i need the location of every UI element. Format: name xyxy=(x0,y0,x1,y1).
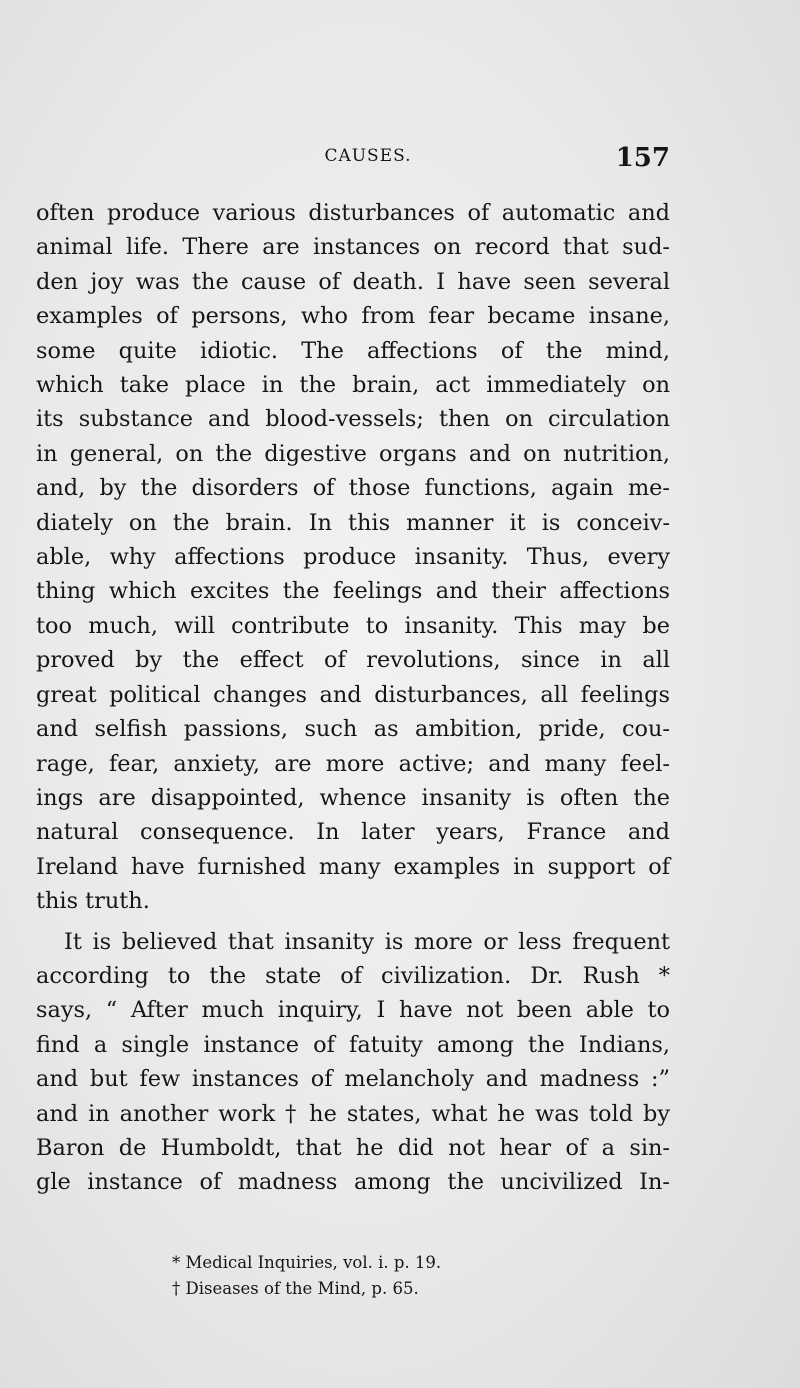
running-head xyxy=(36,143,670,180)
text-line: ings are disappointed, whence insanity is often the xyxy=(36,784,670,811)
text-line: able, why affections produce insanity. Thus, every xyxy=(36,544,670,571)
paragraph xyxy=(36,196,670,919)
text-line: and selfish passions, such as ambition, pride, cou- xyxy=(36,716,670,743)
text-line: animal life. There are instances on record that sud- xyxy=(36,234,670,261)
text-line: It is believed that insanity is more or less frequent xyxy=(64,928,670,955)
text-line: find a single instance of fatuity among the Indians, xyxy=(36,1031,670,1058)
footnote: * Medical Inquiries, vol. i. p. 19. xyxy=(172,1253,442,1272)
text-line: gle instance of madness among the uncivilized In- xyxy=(36,1169,670,1196)
text-line: rage, fear, anxiety, are more active; and many feel- xyxy=(36,750,670,777)
text-line: in general, on the digestive organs and on nutrition, xyxy=(36,440,670,467)
paragraph xyxy=(36,925,670,1200)
text-line: great political changes and disturbances, all feelings xyxy=(36,681,670,708)
body-text xyxy=(36,196,670,1200)
text-line: examples of persons, who from fear became insane, xyxy=(36,303,670,330)
text-line: too much, will contribute to insanity. This may be xyxy=(36,612,670,639)
text-line: proved by the effect of revolutions, since in all xyxy=(36,647,670,674)
text-line: and, by the disorders of those functions, again me- xyxy=(36,475,670,502)
running-head-title: CAUSES. xyxy=(324,146,412,166)
text-line: its substance and blood-vessels; then on circulation xyxy=(36,406,670,433)
text-line: which take place in the brain, act immediately on xyxy=(36,372,670,399)
text-line: diately on the brain. In this manner it is conceiv- xyxy=(36,509,670,536)
text-line: this truth. xyxy=(36,888,150,915)
text-line: den joy was the cause of death. I have seen several xyxy=(36,268,670,295)
text-line: natural consequence. In later years, France and xyxy=(36,819,670,846)
page-number: 157 xyxy=(615,143,670,173)
text-line: Ireland have furnished many examples in support of xyxy=(36,853,670,880)
text-line: says, “ After much inquiry, I have not been able to xyxy=(36,997,670,1024)
footnote: † Diseases of the Mind, p. 65. xyxy=(172,1279,419,1298)
text-line: Baron de Humboldt, that he did not hear of a sin- xyxy=(36,1134,670,1161)
text-line: some quite idiotic. The affections of the mind, xyxy=(36,337,670,364)
text-line: according to the state of civilization. Dr. Rush * xyxy=(36,962,670,989)
text-line: and but few instances of melancholy and madness :” xyxy=(36,1066,670,1093)
footnotes xyxy=(172,1250,632,1302)
text-line: often produce various disturbances of automatic and xyxy=(36,200,670,226)
text-line: and in another work † he states, what he was told by xyxy=(36,1100,670,1127)
text-line: thing which excites the feelings and their affections xyxy=(36,578,670,605)
